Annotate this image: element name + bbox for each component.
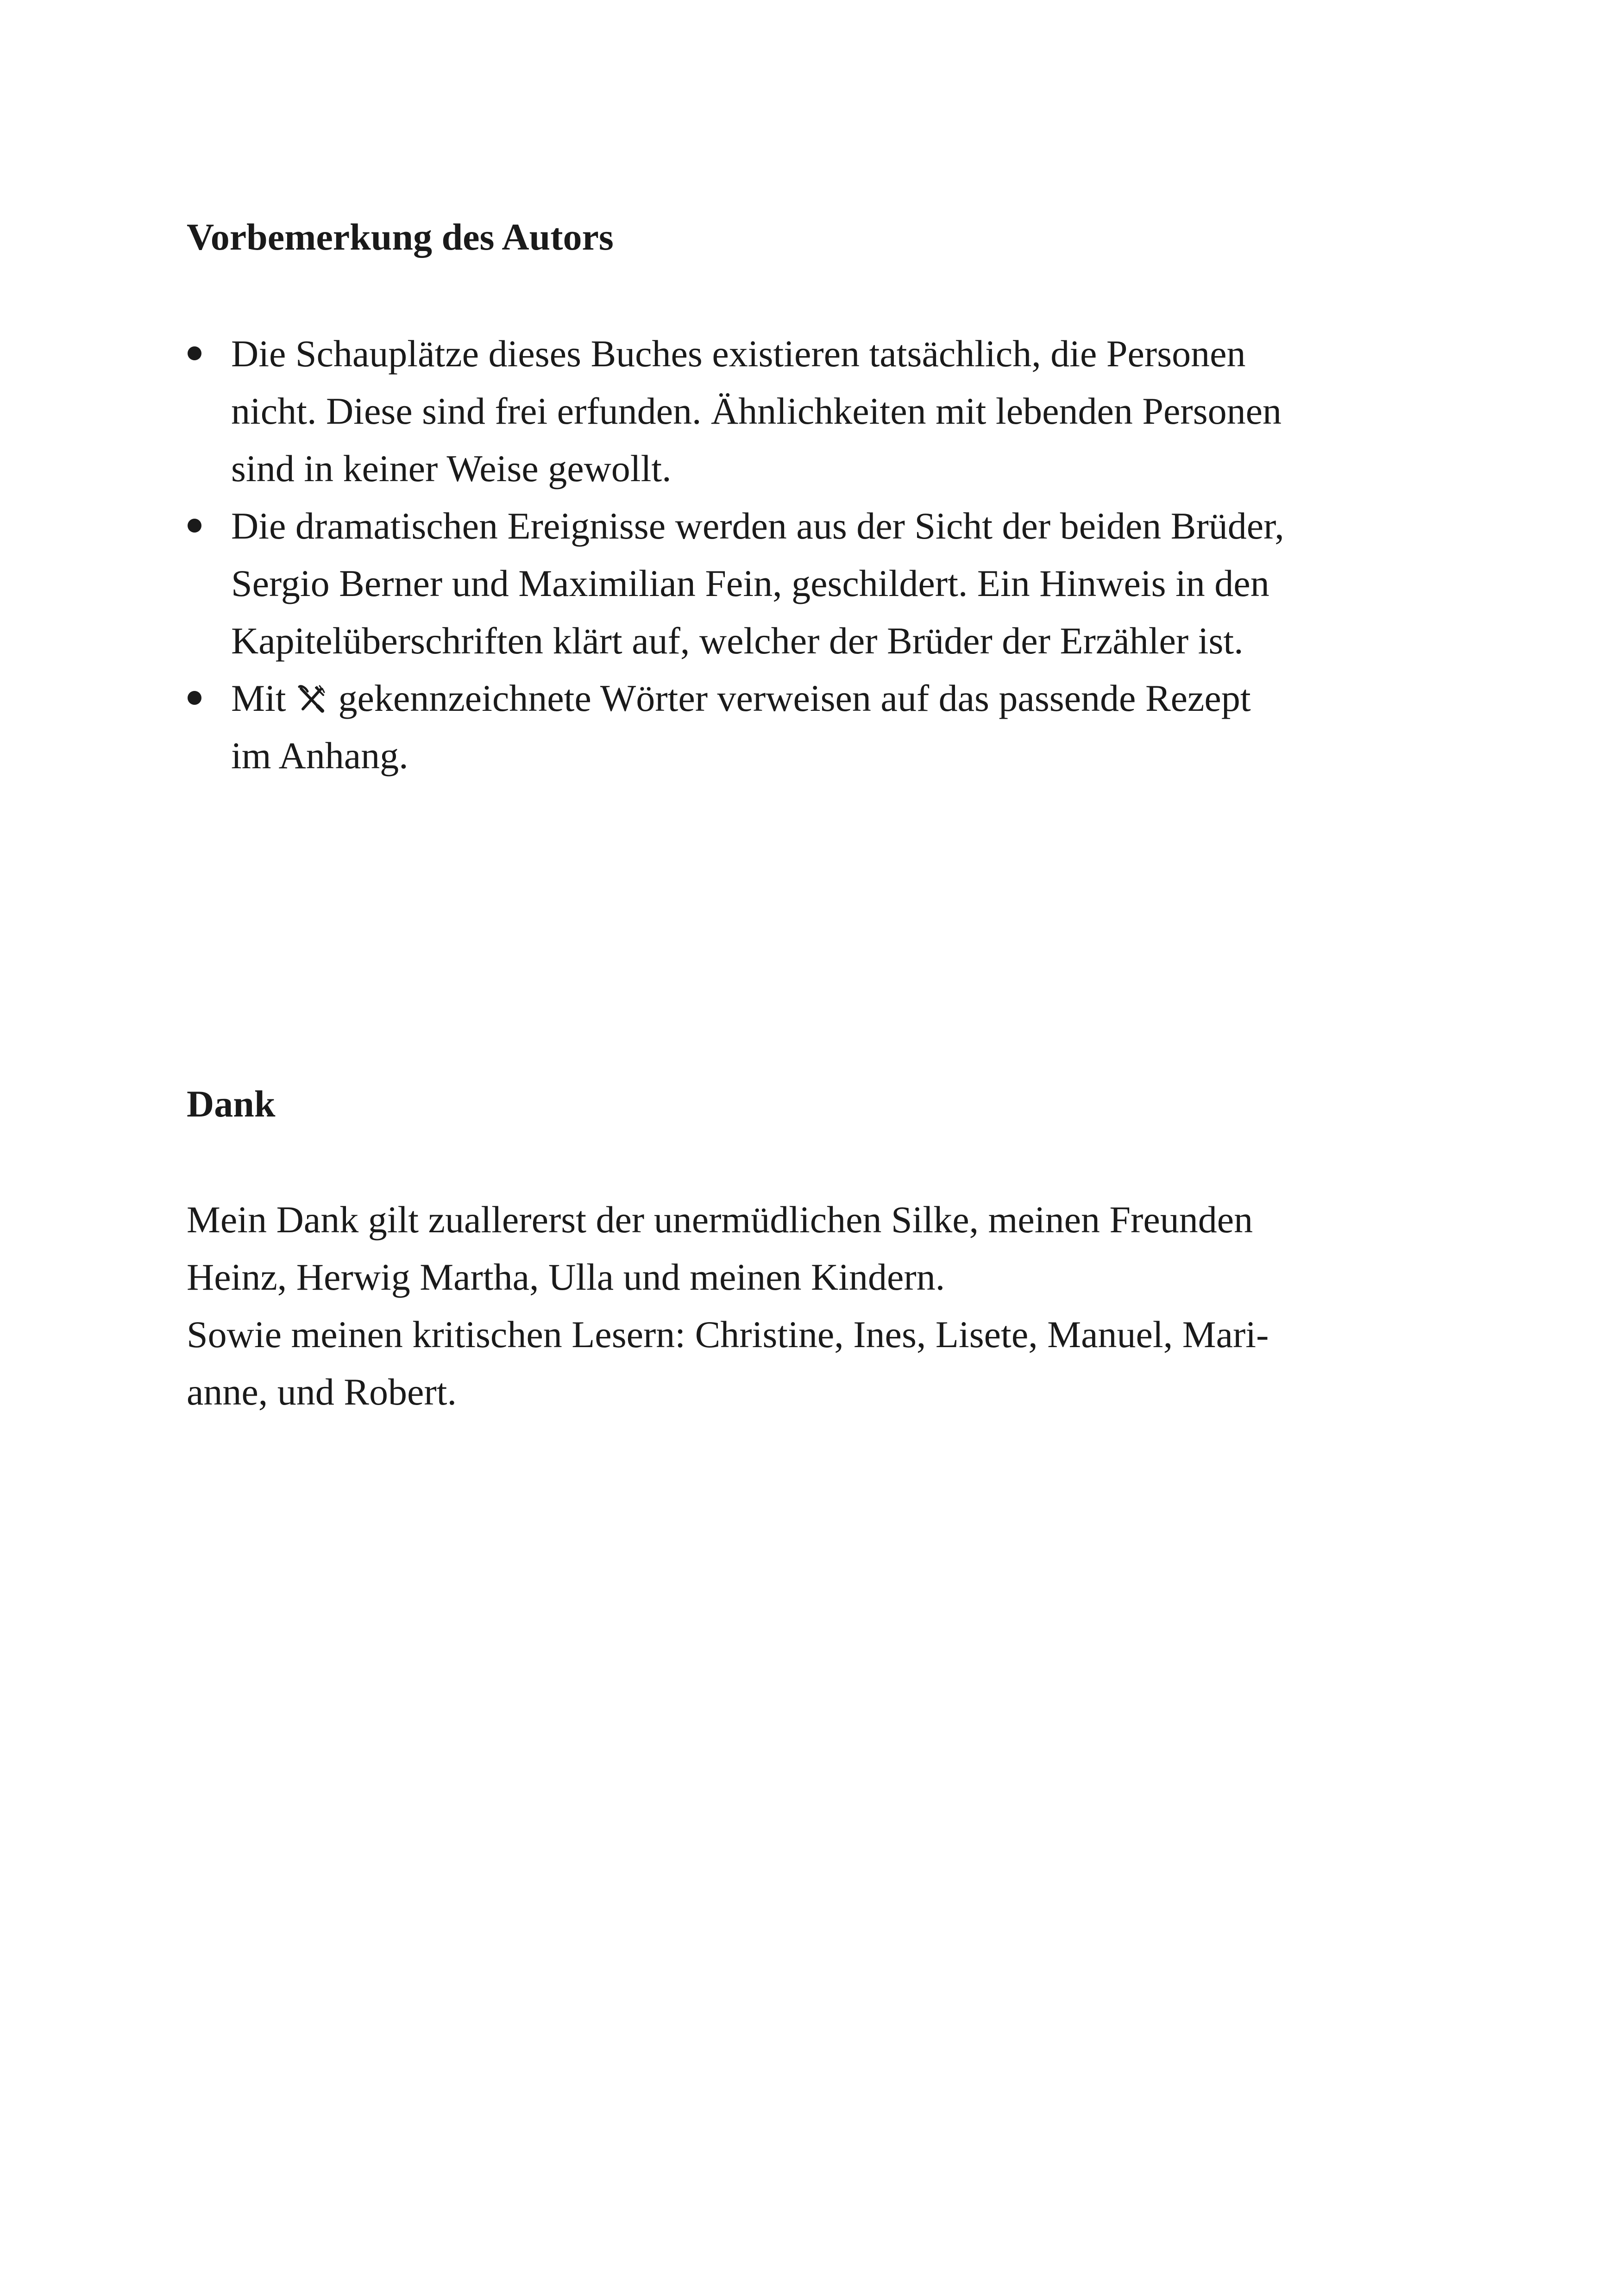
note-2-line-3: Kapitelüberschriften klärt auf, welcher der Brüder der Erzähler ist. (231, 620, 1244, 662)
thanks-line-4: anne, und Robert. (187, 1371, 457, 1413)
cutlery-icon (296, 683, 327, 714)
thanks-line-3: Sowie meinen kritischen Lesern: Christine, Ines, Lisete, Manuel, Mari- (187, 1313, 1269, 1355)
bullet-icon (188, 519, 201, 533)
note-1-line-2: nicht. Diese sind frei erfunden. Ähnlichkeiten mit lebenden Personen (231, 390, 1282, 432)
preface-heading: Vorbemerkung des Autors (187, 216, 614, 258)
note-3-line-1 (231, 670, 1437, 727)
preface-notes-list (187, 325, 1437, 784)
note-3-line-2: im Anhang. (231, 734, 408, 777)
thanks-line-1: Mein Dank gilt zuallererst der unermüdlichen Silke, meinen Freunden (187, 1198, 1253, 1241)
list-item (187, 670, 1437, 784)
thanks-line-2: Heinz, Herwig Martha, Ulla und meinen Kindern. (187, 1256, 945, 1298)
note-3-text-after-icon: gekennzeichnete Wörter verweisen auf das passende Rezept (338, 677, 1251, 719)
bullet-icon (188, 346, 201, 360)
note-1-line-1: Die Schauplätze dieses Buches existieren tatsächlich, die Personen (231, 332, 1246, 375)
note-1-line-3: sind in keiner Weise gewollt. (231, 447, 672, 489)
note-3-text-before-icon: Mit (231, 677, 286, 719)
thanks-heading: Dank (187, 1083, 276, 1125)
note-2-line-1: Die dramatischen Ereignisse werden aus der Sicht der beiden Brüder, (231, 505, 1284, 547)
bullet-icon (188, 691, 201, 705)
note-2-line-2: Sergio Berner und Maximilian Fein, geschildert. Ein Hinweis in den (231, 562, 1269, 604)
thanks-paragraph (187, 1191, 1269, 1421)
list-item (187, 497, 1437, 670)
list-item (187, 325, 1437, 497)
